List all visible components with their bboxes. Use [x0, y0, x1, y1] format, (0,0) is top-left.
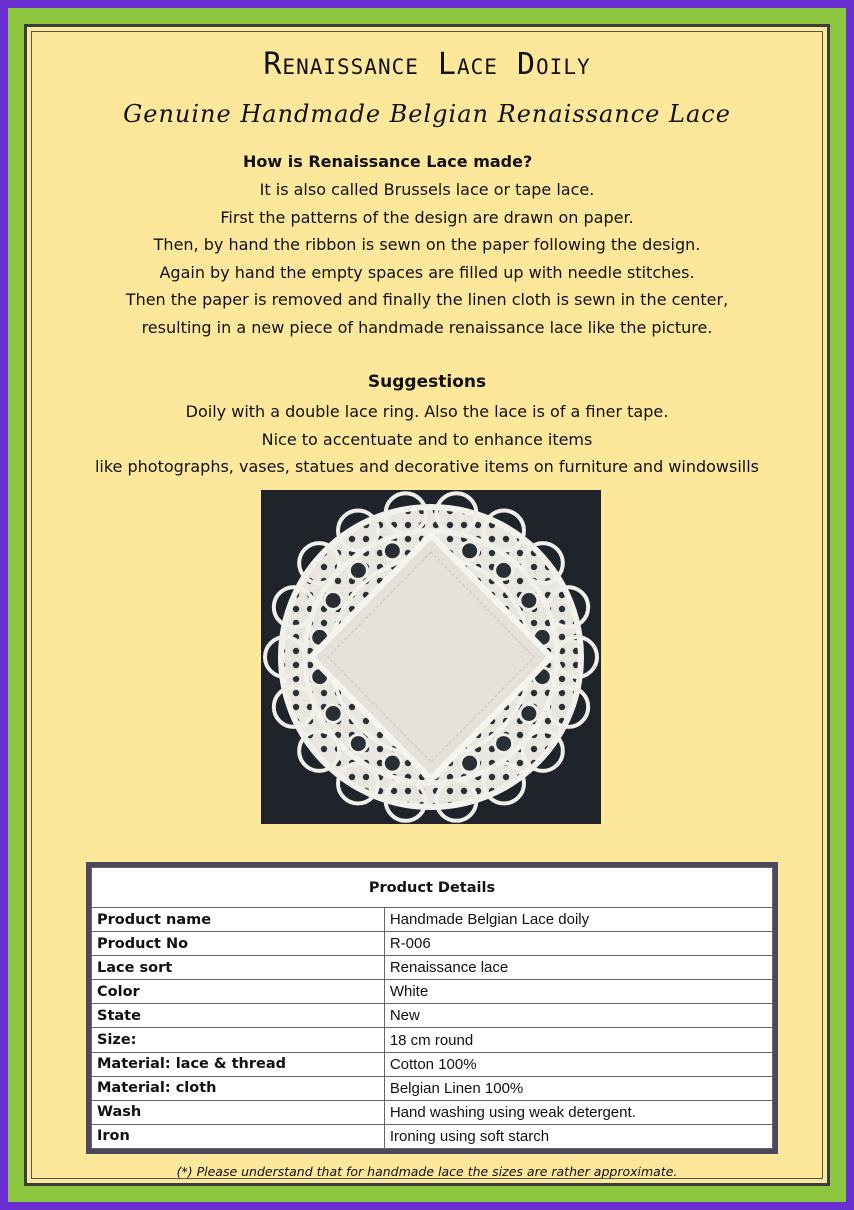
detail-value: Belgian Linen 100%	[384, 1076, 772, 1100]
detail-value: Handmade Belgian Lace doily	[384, 908, 772, 932]
howto-heading: How is Renaissance Lace made?	[243, 152, 533, 171]
suggestion-line: Doily with a double lace ring. Also the lace is of a finer tape.	[185, 402, 669, 421]
howto-line: Then, by hand the ribbon is sewn on the paper following the design.	[153, 235, 701, 255]
lace-ring	[383, 542, 401, 560]
detail-label: Material: cloth	[92, 1076, 385, 1100]
detail-value: 18 cm round	[384, 1028, 772, 1052]
content-panel	[24, 24, 830, 1186]
detail-value: Hand washing using weak detergent.	[384, 1100, 772, 1124]
detail-value: Renaissance lace	[384, 956, 772, 980]
detail-label: Size:	[92, 1028, 385, 1052]
table-row	[92, 1028, 773, 1052]
footnote: (*) Please understand that for handmade lace the sizes are rather approximate.	[176, 1164, 678, 1179]
table-row	[92, 1124, 773, 1148]
suggestion-line: Nice to accentuate and to enhance items	[261, 429, 593, 449]
detail-label: Product name	[92, 908, 385, 932]
detail-label: Product No	[92, 932, 385, 956]
detail-label: Color	[92, 980, 385, 1004]
lace-ring	[349, 561, 367, 579]
detail-value: Ironing using soft starch	[384, 1124, 772, 1148]
lace-ring	[383, 754, 401, 772]
lace-ring	[520, 592, 538, 610]
table-row	[92, 1004, 773, 1028]
howto-line: resulting in a new piece of handmade renaissance lace like the picture.	[141, 317, 713, 337]
suggestions-text	[32, 398, 822, 481]
page-subtitle: Genuine Handmade Belgian Renaissance Lace	[123, 100, 731, 128]
table-row	[92, 1100, 773, 1124]
detail-value: New	[384, 1004, 772, 1028]
howto-line: Again by hand the empty spaces are filled up with needle stitches.	[159, 262, 695, 282]
content-panel-inner	[31, 31, 823, 1179]
product-details-table	[86, 862, 778, 1154]
suggestion-line: like photographs, vases, statues and decorative items on furniture and windowsills	[94, 457, 760, 477]
lace-ring	[324, 592, 342, 610]
table-row	[92, 1052, 773, 1076]
lace-ring	[461, 754, 479, 772]
doily-photo	[261, 490, 601, 824]
howto-line: It is also called Brussels lace or tape lace.	[259, 180, 595, 199]
detail-value: Cotton 100%	[384, 1052, 772, 1076]
detail-label: Material: lace & thread	[92, 1052, 385, 1076]
detail-label: Lace sort	[92, 956, 385, 980]
detail-value: White	[384, 980, 772, 1004]
detail-value: R-006	[384, 932, 772, 956]
detail-label: State	[92, 1004, 385, 1028]
detail-label: Wash	[92, 1100, 385, 1124]
suggestions-heading: Suggestions	[367, 372, 487, 392]
page-title: Renaissance Lace Doily	[263, 47, 591, 82]
table-row	[92, 956, 773, 980]
details-heading: Product Details	[92, 868, 773, 908]
detail-label: Iron	[92, 1124, 385, 1148]
lace-ring	[349, 735, 367, 753]
howto-text	[32, 176, 822, 342]
howto-line: Then the paper is removed and finally the linen cloth is sewn in the center,	[125, 290, 729, 310]
table-row	[92, 1076, 773, 1100]
doily-illustration	[261, 490, 601, 824]
lace-ring	[495, 561, 513, 579]
table-row	[92, 908, 773, 932]
table-row	[92, 980, 773, 1004]
lace-ring	[461, 542, 479, 560]
howto-line: First the patterns of the design are drawn on paper.	[220, 207, 634, 227]
table-row	[92, 932, 773, 956]
lace-ring	[520, 705, 538, 723]
lace-ring	[495, 735, 513, 753]
lace-ring	[324, 705, 342, 723]
